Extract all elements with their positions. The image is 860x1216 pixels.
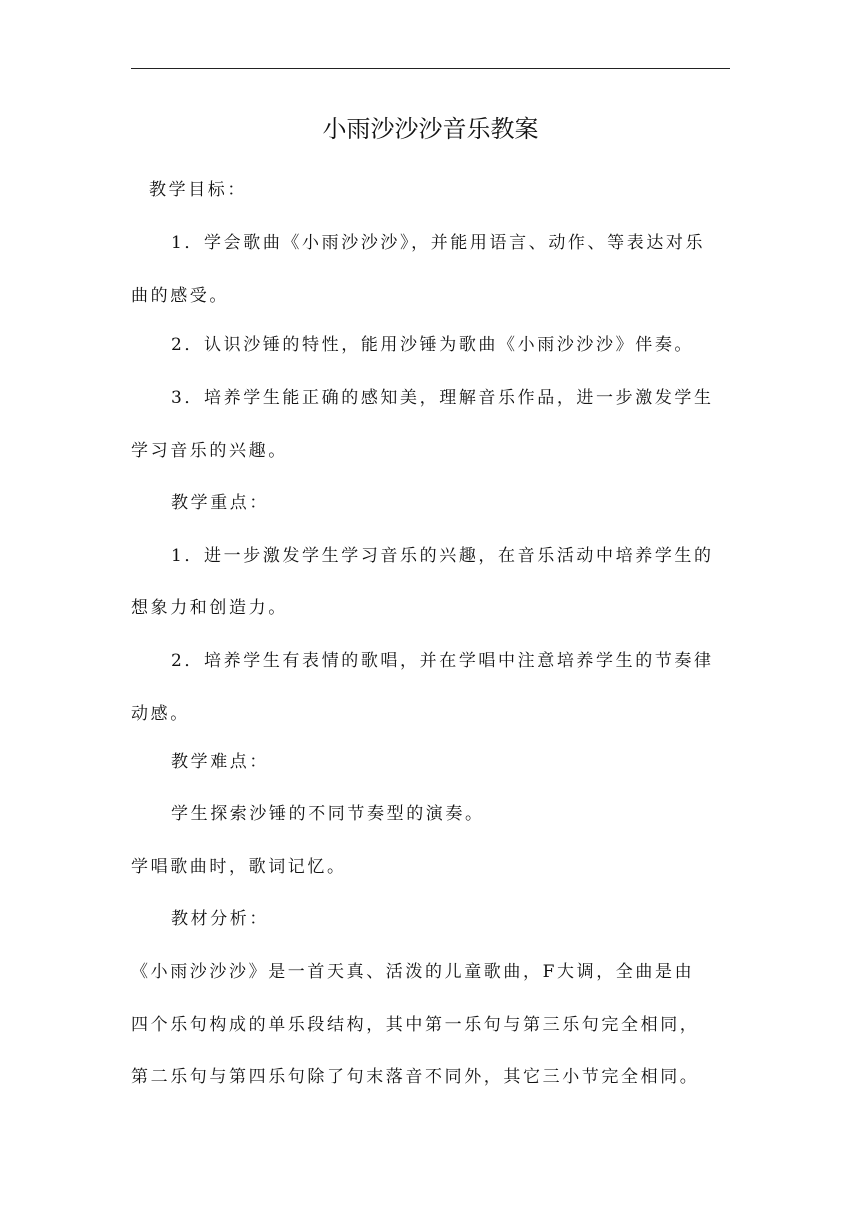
objective-1-line-2: 曲的感受。 <box>131 286 229 306</box>
analysis-line-1: 《小雨沙沙沙》是一首天真、活泼的儿童歌曲，F大调，全曲是由 <box>131 962 695 982</box>
key-point-2-line-2: 动感。 <box>131 704 190 724</box>
section-heading-difficulties: 教学难点： <box>171 752 269 772</box>
page-title: 小雨沙沙沙音乐教案 <box>322 115 539 143</box>
analysis-line-3: 第二乐句与第四乐句除了句末落音不同外，其它三小节完全相同。 <box>131 1067 700 1087</box>
key-point-1-line-2: 想象力和创造力。 <box>131 598 288 618</box>
analysis-line-2: 四个乐句构成的单乐段结构，其中第一乐句与第三乐句完全相同， <box>131 1015 700 1035</box>
objective-3-line-1: 3．培养学生能正确的感知美，理解音乐作品，进一步激发学生 <box>171 388 714 408</box>
objective-2: 2．认识沙锤的特性，能用沙锤为歌曲《小雨沙沙沙》伴奏。 <box>171 335 695 355</box>
key-point-2-line-1: 2．培养学生有表情的歌唱，并在学唱中注意培养学生的节奏律 <box>171 651 714 671</box>
key-point-1-line-1: 1．进一步激发学生学习音乐的兴趣，在音乐活动中培养学生的 <box>171 546 714 566</box>
header-rule <box>131 68 730 69</box>
objective-1-line-1: 1．学会歌曲《小雨沙沙沙》，并能用语言、动作、等表达对乐 <box>171 233 706 253</box>
section-heading-objectives: 教学目标： <box>149 180 247 200</box>
difficulty-2: 学唱歌曲时，歌词记忆。 <box>131 857 347 877</box>
section-heading-key-points: 教学重点： <box>171 493 269 513</box>
objective-3-line-2: 学习音乐的兴趣。 <box>131 441 288 461</box>
section-heading-material-analysis: 教材分析： <box>171 909 269 929</box>
difficulty-1: 学生探索沙锤的不同节奏型的演奏。 <box>171 804 485 824</box>
